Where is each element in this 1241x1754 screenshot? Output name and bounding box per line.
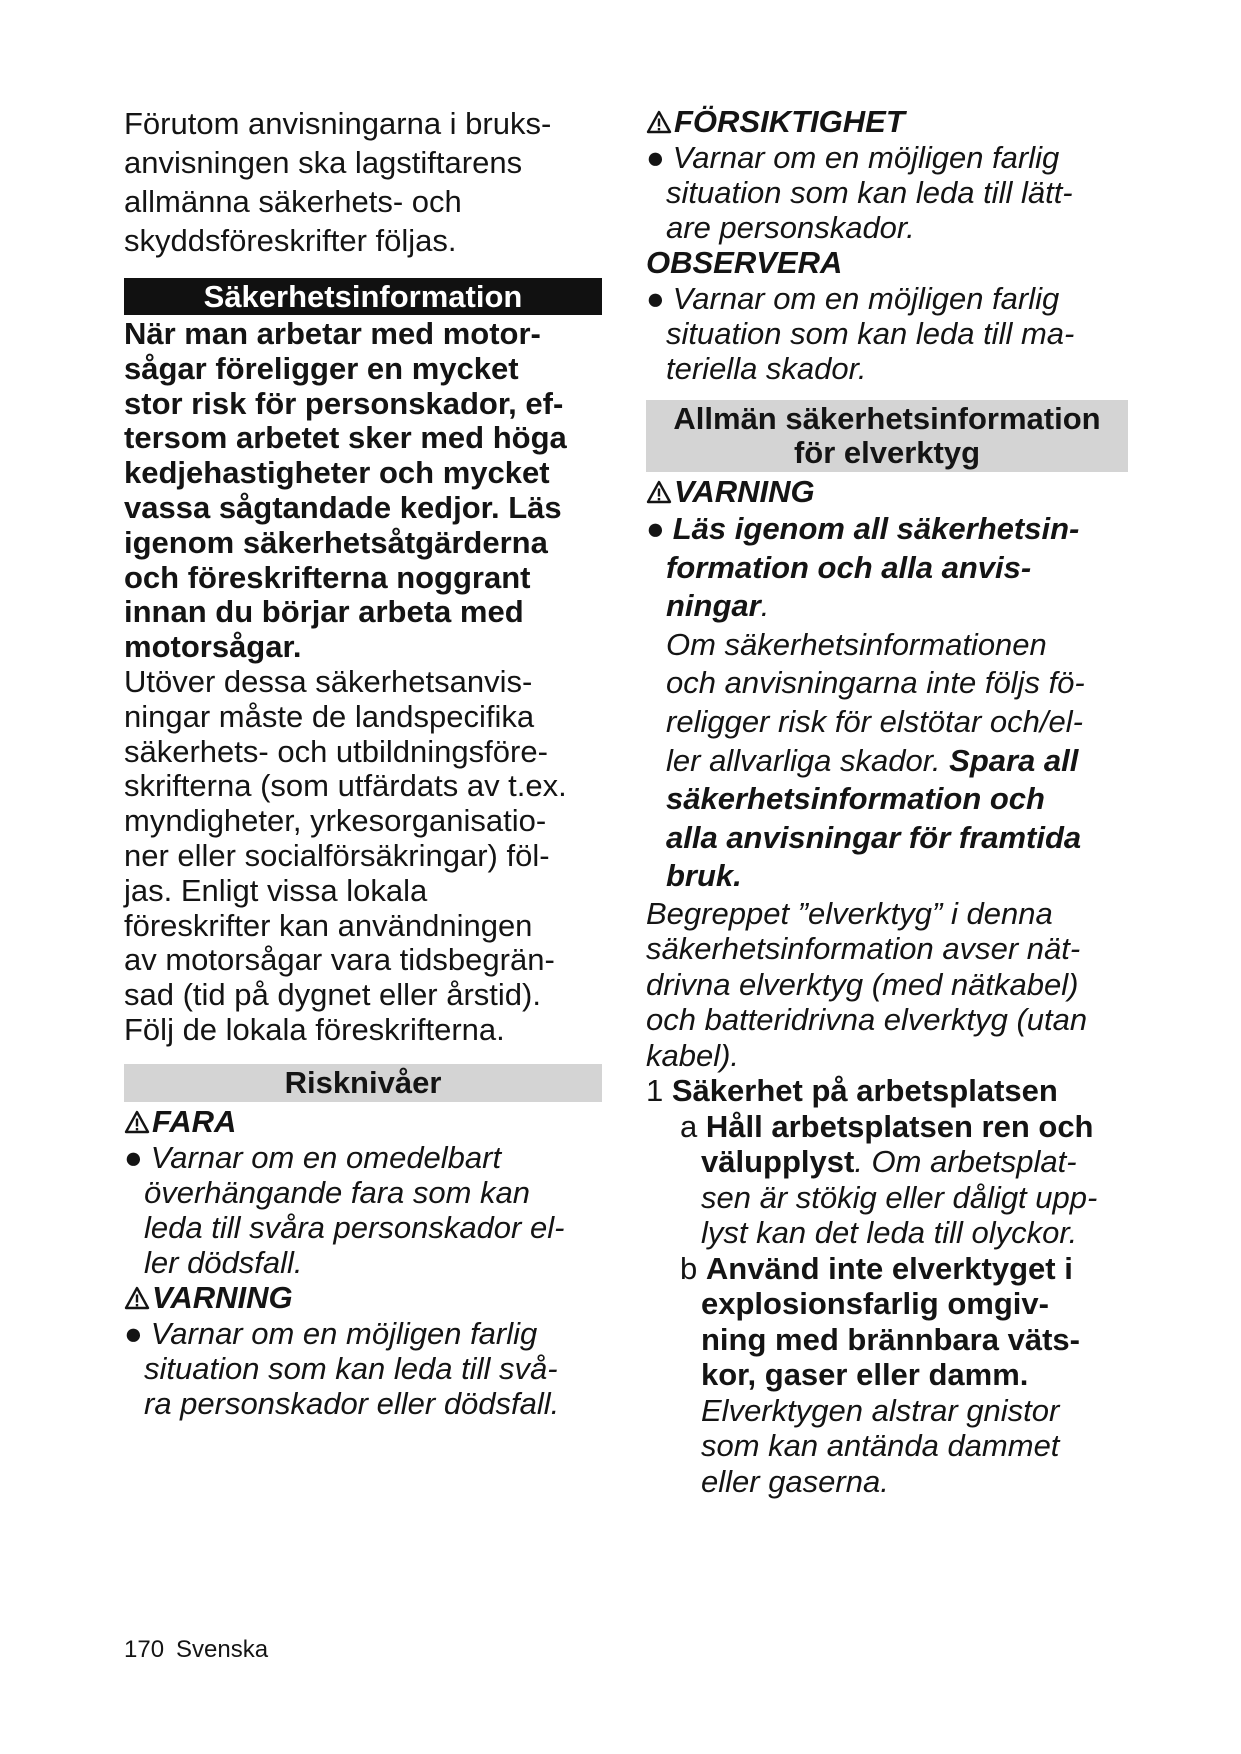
page-footer xyxy=(124,1636,268,1664)
fara-heading: FARA xyxy=(124,1104,602,1140)
section-heading-elverktyg: Allmän säkerhetsinformation för elverktyg xyxy=(646,400,1128,472)
motorsaw-warning-paragraph: När man arbetar med motor- sågar föreligger en mycket stor risk för personskador, ef- tersom arbetet sker med höga kedjehastigheter och mycket vassa sågtandade kedjor. Läs igenom säkerhetsåtgärderna och föreskrifterna noggrant innan du börjar arbeta med motorsågar. xyxy=(124,316,567,665)
page-number: 170 xyxy=(124,1636,165,1663)
warning-triangle-icon xyxy=(646,480,672,504)
section-heading-riskniv: Risknivåer xyxy=(124,1064,602,1102)
item-a: a Håll arbetsplatsen ren och välupplyst. Om arbetsplat- sen är stökig eller dåligt upp- lyst kan det leda till olyckor. xyxy=(680,1108,1098,1251)
intro-paragraph: Förutom anvisningarna i bruks- anvisningen ska lagstiftarens allmänna säkerhets- och skyddsföreskrifter följas. xyxy=(124,106,552,258)
fara-bullet: ● Varnar om en omedelbart överhängande fara som kan leda till svåra personskador el- ler dödsfall. xyxy=(124,1139,565,1280)
section-heading-sakerhetsinformation: Säkerhetsinformation xyxy=(124,278,602,315)
item-b: b Använd inte elverktyget i explosionsfarlig omgiv- ning med brännbara väts- kor, gaser eller damm. Elverktygen alstrar gnistor som kan antända dammet eller gaserna. xyxy=(680,1250,1080,1499)
right-column xyxy=(646,104,1128,1499)
left-column xyxy=(124,104,602,1421)
warning-triangle-icon xyxy=(124,1110,150,1134)
warning-triangle-icon xyxy=(124,1286,150,1310)
varning-heading-left: VARNING xyxy=(124,1280,602,1316)
forsiktighet-bullet: ● Varnar om en möjligen farlig situation som kan leda till lätt- are personskador. xyxy=(646,140,1073,245)
varning-heading-right: VARNING xyxy=(646,474,1128,510)
regulations-paragraph: Utöver dessa säkerhetsanvis- ningar måste de landspecifika säkerhets- och utbildningsföre- skrifterna (som utfärdats av t.ex. myndigheter, yrkesorganisatio- ner eller socialförsäkringar) föl- jas. Enligt vissa lokala föreskrifter kan användningen av motorsågar vara tidsbegrän- sad (tid på dygnet eller årstid). Följ de lokala föreskrifterna. xyxy=(124,663,567,1047)
elverktyg-definition-paragraph: Begreppet ”elverktyg” i denna säkerhetsinformation avser nät- drivna elverktyg (med nätkabel) och batteridrivna elverktyg (utan kabel). xyxy=(646,895,1088,1073)
observera-bullet: ● Varnar om en möjligen farlig situation som kan leda till ma- teriella skador. xyxy=(646,281,1075,386)
forsiktighet-heading: FÖRSIKTIGHET xyxy=(646,104,1128,140)
varning-bullet-left: ● Varnar om en möjligen farlig situation som kan leda till svå- ra personskador eller dödsfall. xyxy=(124,1315,560,1421)
item-1-heading: 1 Säkerhet på arbetsplatsen xyxy=(646,1073,1058,1109)
footer-language: Svenska xyxy=(176,1636,269,1663)
varning-bullet-right: ● Läs igenom all säkerhetsin- formation och alla anvis- ningar. Om säkerhetsinformationen och anvisningarna inte följs fö- religger risk för elstötar och/el- ler allvarliga skador. Spara all säkerhetsinformation och alla anvisningar för framtida bruk. xyxy=(646,511,1085,894)
warning-triangle-icon xyxy=(646,110,672,134)
observera-heading: OBSERVERA xyxy=(646,245,843,280)
